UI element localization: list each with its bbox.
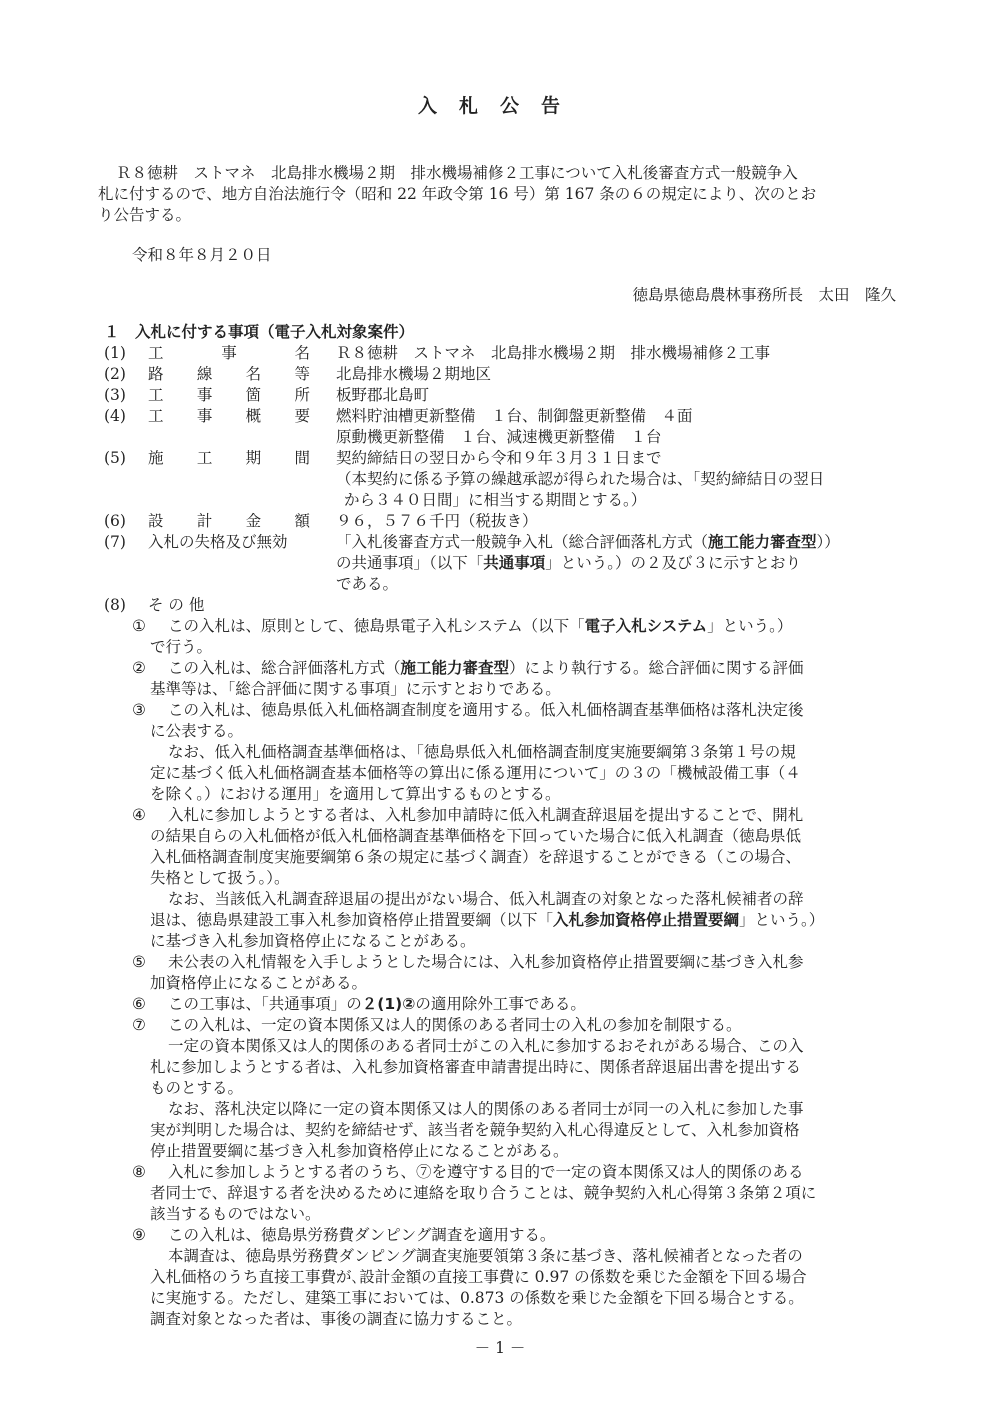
clause-7-line-6: 実が判明した場合は、契約を締結せず、該当者を競争契約入札心得違反として、入札参加資格 (150, 1120, 800, 1139)
clause-4-num: ④ (132, 805, 146, 824)
clause-7-num: ⑦ (132, 1015, 146, 1034)
item-4-value-2: 原動機更新整備 １台、減速機更新整備 １台 (336, 427, 662, 446)
item-2-value: 北島排水機場２期地区 (336, 364, 492, 383)
item-3-num: (3) (104, 385, 126, 404)
clause-9-line-1: この入札は、徳島県労務費ダンピング調査を適用する。 (168, 1225, 556, 1244)
clause-5-num: ⑤ (132, 952, 146, 971)
item-7-label: 入札の失格及び無効 (148, 532, 288, 551)
clause-9-line-4: に実施する。ただし、建築工事においては、0.873 の係数を乗じた金額を下回る場合とする。 (150, 1288, 804, 1307)
clause-7-line-1: この入札は、一定の資本関係又は人的関係のある者同士の入札の参加を制限する。 (168, 1015, 742, 1034)
item-4-value-1: 燃料貯油槽更新整備 １台、制御盤更新整備 ４面 (336, 406, 693, 425)
clause-7-line-5: なお、落札決定以降に一定の資本関係又は人的関係のある者同士が同一の入札に参加した事 (168, 1099, 804, 1118)
section1-heading: １ 入札に付する事項（電子入札対象案件） (104, 322, 415, 341)
clause-3-line-2: に公表する。 (150, 721, 244, 740)
clause-5-line-1: 未公表の入札情報を入手しようとした場合には、入札参加資格停止措置要綱に基づき入札参 (168, 952, 804, 971)
clause-9-line-5: 調査対象となった者は、事後の調査に協力すること。 (150, 1309, 523, 1328)
page-number: － 1 － (474, 1339, 526, 1357)
clause-7-line-3: 札に参加しようとする者は、入札参加資格審査申請書提出時に、関係者辞退届出書を提出する (150, 1057, 802, 1076)
clause-4-line-4: 失格として扱う。）。 (150, 868, 290, 887)
item-1-value: Ｒ８徳耕 ストマネ 北島排水機場２期 排水機場補修２工事 (336, 343, 771, 362)
clause-2-line-2: 基準等は、「総合評価に関する事項」に示すとおりである。 (150, 679, 561, 698)
page-title: 入札公告 (417, 95, 582, 117)
clause-5-line-2: 加資格停止になることがある。 (150, 973, 368, 992)
clause-7-line-7: 停止措置要綱に基づき入札参加資格停止になることがある。 (150, 1141, 569, 1160)
intro-line-1: Ｒ８徳耕 ストマネ 北島排水機場２期 排水機場補修２工事について入札後審査方式一般競争入 (116, 164, 798, 182)
clause-9-num: ⑨ (132, 1225, 146, 1244)
clause-4-line-6: 退は、徳島県建設工事入札参加資格停止措置要綱（以下「入札参加資格停止措置要綱」という。） (150, 910, 825, 929)
item-5-value-2: （本契約に係る予算の繰越承認が得られた場合は、「契約締結日の翌日 (336, 469, 825, 488)
clause-6-num: ⑥ (132, 994, 146, 1013)
clause-8-line-2: 者同士で、辞退する者を決めるために連絡を取り合うことは、競争契約入札心得第３条第２項に (150, 1183, 817, 1202)
clause-7-line-2: 一定の資本関係又は人的関係のある者同士がこの入札に参加するおそれがある場合、この入 (168, 1036, 804, 1055)
item-6-value: ９６，５７６千円（税抜き） (336, 511, 538, 530)
item-4-num: (4) (104, 406, 126, 425)
issuer: 徳島県徳島農林事務所長 太田 隆久 (632, 286, 896, 305)
item-5-value-3: から３４０日間」に相当する期間とする。） (344, 490, 647, 509)
clause-6-line-1: この工事は、「共通事項」の２(1)②の適用除外工事である。 (168, 994, 586, 1013)
clause-3-line-4: 定に基づく低入札価格調査基本価格等の算出に係る運用について」の３の「機械設備工事（４ (150, 763, 801, 782)
clause-3-num: ③ (132, 700, 146, 719)
clause-8-line-3: 該当するものではない。 (150, 1204, 321, 1223)
clause-4-line-7: に基づき入札参加資格停止になることがある。 (150, 931, 476, 950)
item-6-num: (6) (104, 511, 126, 530)
clause-9-line-3: 入札価格のうち直接工事費が､設計金額の直接工事費に 0.97 の係数を乗じた金額を下回る場合 (150, 1267, 807, 1286)
clause-8-line-1: 入札に参加しようとする者のうち、⑦を遵守する目的で一定の資本関係又は人的関係のある (168, 1162, 804, 1181)
item-7-value-3: である。 (336, 574, 399, 593)
intro-line-2: 札に付するので、地方自治法施行令（昭和 22 年政令第 16 号）第 167 条の６の規定により、次のとお (98, 185, 817, 203)
item-5-label: 施 工 期 間 (148, 448, 310, 467)
clause-9-line-2: 本調査は、徳島県労務費ダンピング調査実施要領第３条に基づき、落札候補者となった者の (168, 1246, 803, 1265)
clause-4-line-1: 入札に参加しようとする者は、入札参加申請時に低入札調査辞退届を提出することで、開札 (168, 805, 804, 824)
clause-2-num: ② (132, 658, 146, 677)
item-4-label: 工 事 概 要 (148, 406, 310, 425)
clause-3-line-5: を除く。）における運用」を適用して算出するものとする。 (150, 784, 561, 803)
clause-1-line-2: で行う。 (150, 637, 213, 656)
clause-1-num: ① (132, 616, 146, 635)
notice-date: 令和８年８月２０日 (132, 246, 272, 265)
clause-3-line-1: この入札は、徳島県低入札価格調査制度を適用する。低入札価格調査基準価格は落札決定後 (168, 700, 804, 719)
item-5-value-1: 契約締結日の翌日から令和９年３月３１日まで (336, 448, 662, 467)
item-7-value-1: 「入札後審査方式一般競争入札（総合評価落札方式（施工能力審査型）） (336, 532, 840, 551)
item-3-label: 工 事 箇 所 (148, 385, 310, 404)
item-8-num: (8) (104, 595, 126, 614)
item-2-num: (2) (104, 364, 126, 383)
item-2-label: 路 線 名 等 (148, 364, 310, 383)
intro-line-3: り公告する。 (98, 206, 192, 225)
item-5-num: (5) (104, 448, 126, 467)
clause-1-line-1: この入札は、原則として、徳島県電子入札システム（以下「電子入札システム」という。） (168, 616, 793, 635)
clause-2-line-1: この入札は、総合評価落札方式（施工能力審査型）により執行する。総合評価に関する評価 (168, 658, 804, 677)
item-1-label: 工 事 名 (148, 343, 310, 362)
clause-8-num: ⑧ (132, 1162, 146, 1181)
clause-7-line-4: ものとする。 (150, 1078, 244, 1097)
item-8-label: そ の 他 (148, 595, 205, 614)
clause-3-line-3: なお、低入札価格調査基準価格は、「徳島県低入札価格調査制度実施要綱第３条第１号の規 (168, 742, 796, 761)
item-1-num: (1) (104, 343, 126, 362)
item-3-value: 板野郡北島町 (336, 385, 430, 404)
clause-4-line-5: なお、当該低入札調査辞退届の提出がない場合、低入札調査の対象となった落札候補者の辞 (168, 889, 804, 908)
clause-4-line-3: 入札価格調査制度実施要綱第６条の規定に基づく調査）を辞退することができる（この場合、 (150, 847, 802, 866)
item-7-num: (7) (104, 532, 126, 551)
item-7-value-2: の共通事項」（以下「共通事項」という。）の２及び３に示すとおり (336, 553, 802, 572)
clause-4-line-2: の結果自らの入札価格が低入札価格調査基準価格を下回っていた場合に低入札調査（徳島県低 (150, 826, 802, 845)
item-6-label: 設 計 金 額 (148, 511, 310, 530)
